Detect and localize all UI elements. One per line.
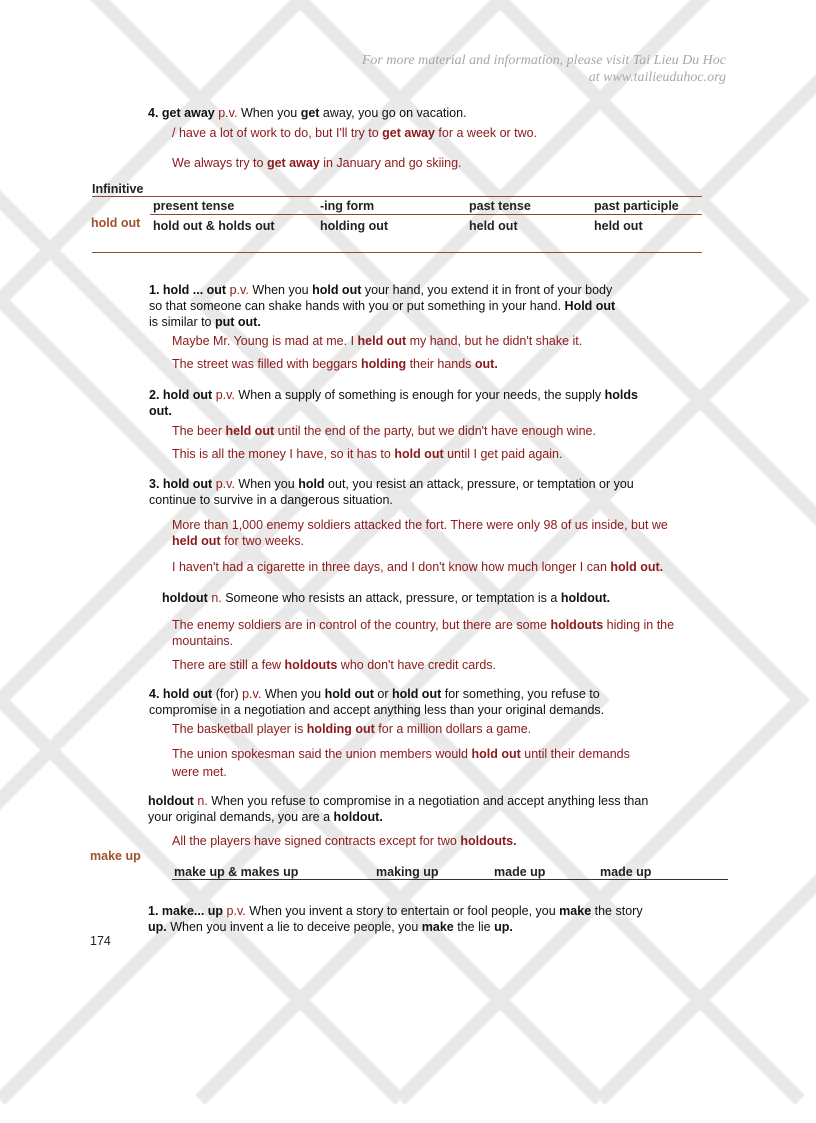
table1-top-rule [92,196,702,197]
table1-header-ing: -ing form [320,199,375,213]
table1-header-past: past tense [469,199,531,213]
header-line-2: at www.tailieuduhoc.org [588,70,726,85]
hold-out-2-example-2: This is all the money I have, so it has to hold out until I get paid again. [172,447,563,461]
table1-cell-participle: held out [594,219,643,233]
holdout-noun-definition-2: holdout n. When you refuse to compromise in a negotiation and accept anything less than your original demands, you are a holdout. [148,794,649,824]
table2-cell-present: make up & makes up [174,865,299,879]
header-visit-text [362,52,726,86]
get-away-definition: 4. get away p.v. When you get away, you go on vacation. [148,106,467,120]
holdout-noun-1-example-1: The enemy soldiers are in control of the country, but there are some holdouts hiding in the mountains. [172,618,675,648]
table1-bottom-rule [92,252,702,253]
hold-out-4-example-2: The union spokesman said the union members would hold out until their demands were met. [172,747,630,779]
hold-out-2-example-1: The beer held out until the end of the party, but we didn't have enough wine. [172,424,596,438]
hold-out-definition-2: 2. hold out p.v. When a supply of something is enough for your needs, the supply holds out. [149,388,638,418]
make-up-definition-1: 1. make... up p.v. When you invent a story to entertain or fool people, you make the story up. When you invent a lie to deceive people, you make the lie up. [148,904,643,934]
table2-verb: make up [90,849,141,863]
table1-verb: hold out [91,216,141,230]
table1-header-participle: past participle [594,199,679,213]
table1-cell-present: hold out & holds out [153,219,275,233]
page-number: 174 [90,934,111,948]
header-line-1: For more material and information, please visit Tai Lieu Du Hoc [361,53,726,68]
hold-out-3-example-1: More than 1,000 enemy soldiers attacked the fort. There were only 98 of us inside, but we held out for two weeks. [172,518,668,548]
table1-cell-ing: holding out [320,219,389,233]
table1-header-present: present tense [153,199,235,213]
hold-out-definition-3: 3. hold out p.v. When you hold out, you resist an attack, pressure, or temptation or you continue to survive in a dangerous situation. [149,477,634,507]
table2-cell-ing: making up [376,865,439,879]
table2-cell-participle: made up [600,865,652,879]
table2-rule [172,879,728,880]
get-away-example-1: / have a lot of work to do, but I'll try to get away for a week or two. [172,126,538,140]
holdout-noun-2-example-1: All the players have signed contracts except for two holdouts. [172,834,517,848]
hold-out-definition-1: 1. hold ... out p.v. When you hold out your hand, you extend it in front of your body so that someone can shake hands with you or put something in your hand. Hold out is similar to put out. [149,283,616,329]
holdout-noun-1-example-2: There are still a few holdouts who don't have credit cards. [172,658,497,672]
hold-out-definition-4: 4. hold out (for) p.v. When you hold out or hold out for something, you refuse to compromise in a negotiation and accept anything less than your original demands. [149,687,605,717]
get-away-example-2: We always try to get away in January and go skiing. [172,156,462,170]
hold-out-3-example-2: I haven't had a cigarette in three days, and I don't know how much longer I can hold out. [172,560,664,574]
table2-cell-past: made up [494,865,546,879]
infinitive-label: Infinitive [92,182,144,196]
table1-cell-past: held out [469,219,518,233]
holdout-noun-definition-1: holdout n. Someone who resists an attack, pressure, or temptation is a holdout. [162,591,611,605]
table1-header-rule [150,214,702,215]
hold-out-1-example-2: The street was filled with beggars holding their hands out. [172,357,498,371]
hold-out-1-example-1: Maybe Mr. Young is mad at me. I held out my hand, but he didn't shake it. [172,334,583,348]
hold-out-4-example-1: The basketball player is holding out for a million dollars a game. [172,722,532,736]
